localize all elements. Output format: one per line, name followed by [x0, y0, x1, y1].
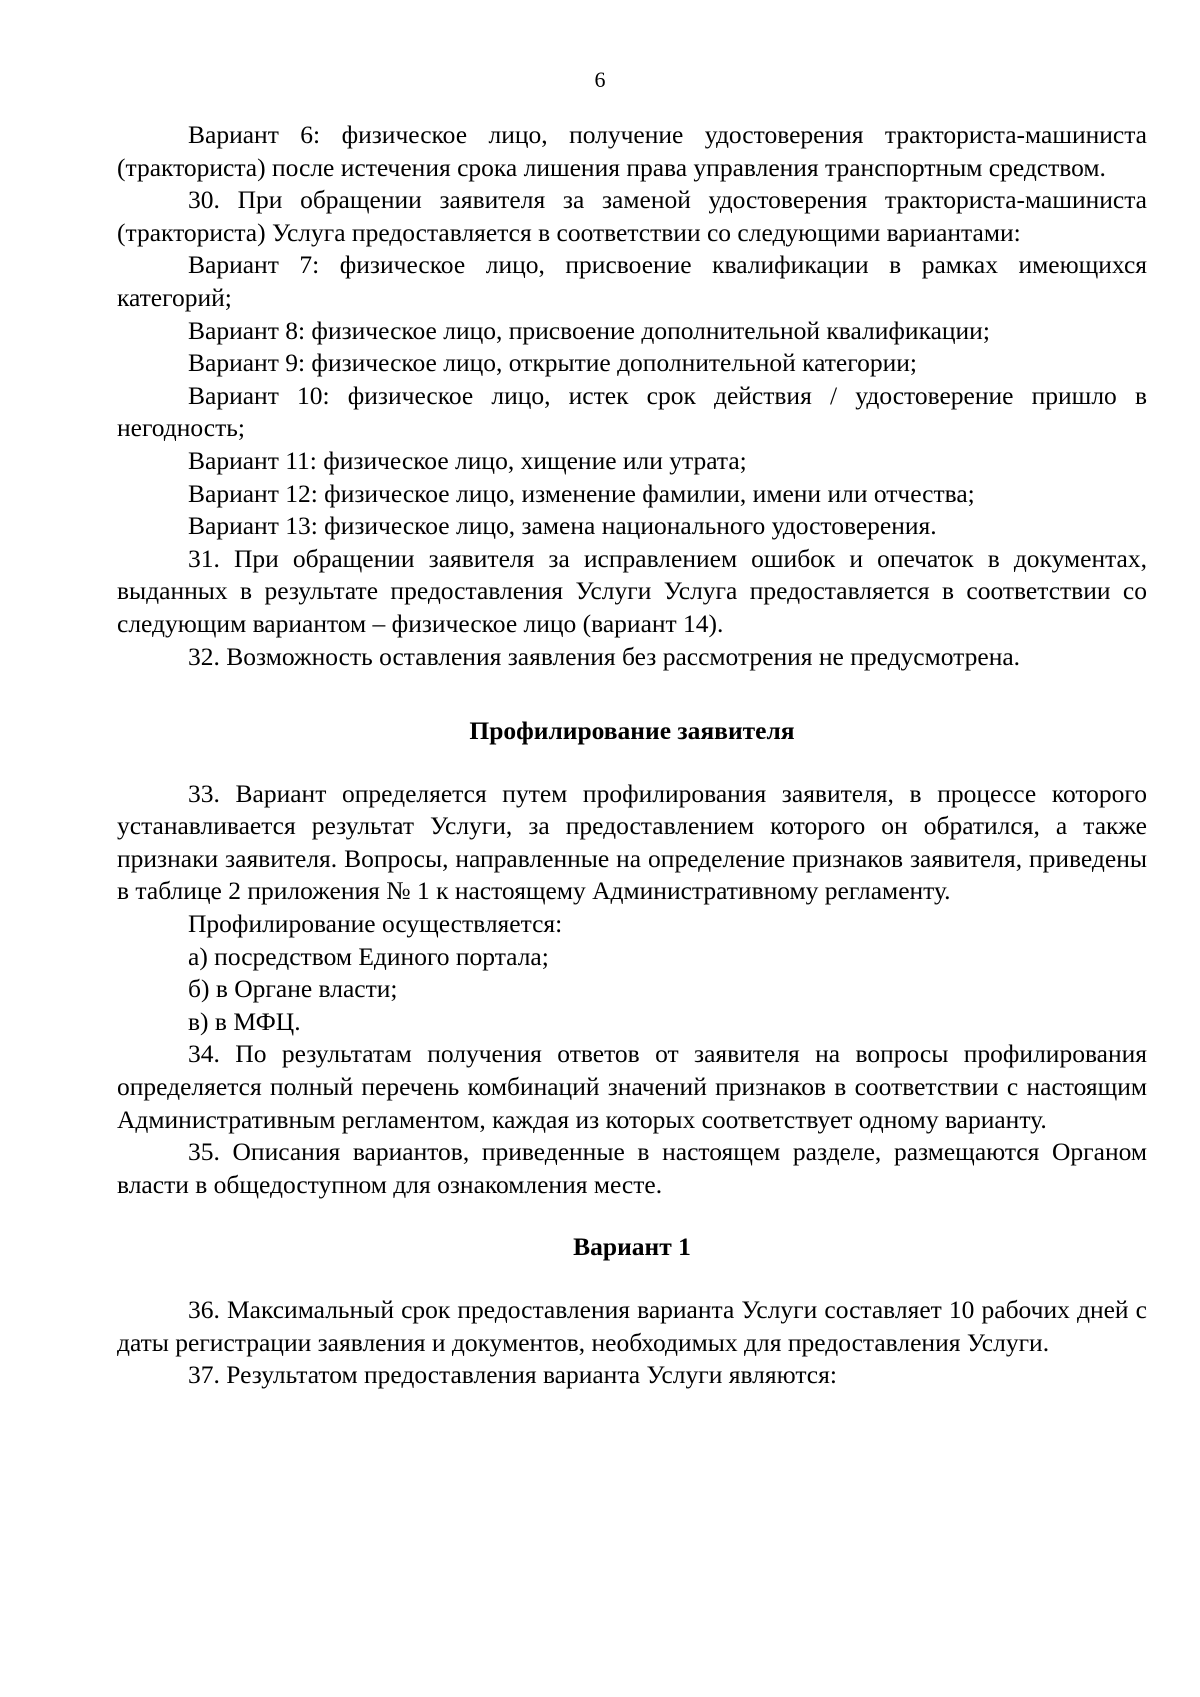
paragraph-variant-9: Вариант 9: физическое лицо, открытие дополнительной категории; [188, 348, 917, 378]
paragraph-33: 33. Вариант определяется путем профилирования заявителя, в процессе которого устанавливается результат Услуги, за предоставлением которого он обратился, а также признаки заявителя. Вопросы, направленные на определение признаков заявителя, приведены в таблице 2 приложения № 1 к настоящему Административному регламенту. [117, 778, 1147, 906]
paragraph-34: 34. По результатам получения ответов от заявителя на вопросы профилирования определяется полный перечень комбинаций значений признаков в соответствии с настоящим Административным регламентом, каждая из которых соответствует одному варианту. [117, 1039, 1147, 1134]
paragraph-variant-13: Вариант 13: физическое лицо, замена национального удостоверения. [188, 511, 937, 541]
paragraph-variant-8: Вариант 8: физическое лицо, присвоение дополнительной квалификации; [188, 315, 990, 345]
document-body [117, 119, 1147, 1392]
paragraph-37: 37. Результатом предоставления варианта Услуги являются: [188, 1360, 837, 1390]
paragraph-36: 36. Максимальный срок предоставления варианта Услуги составляет 10 рабочих дней с даты регистрации заявления и документов, необходимых для предоставления Услуги. [117, 1295, 1147, 1357]
paragraph-35: 35. Описания вариантов, приведенные в настоящем разделе, размещаются Органом власти в общедоступном для ознакомления месте. [117, 1137, 1147, 1199]
paragraph-32: 32. Возможность оставления заявления без рассмотрения не предусмотрена. [188, 641, 1021, 671]
page-number: 6 [594, 67, 606, 92]
paragraph-31: 31. При обращении заявителя за исправлением ошибок и опечаток в документах, выданных в результате предоставления Услуги Услуга предоставляется в соответствии со следующим вариантом – физическое лицо (вариант 14). [117, 543, 1147, 638]
list-item-b: б) в Органе власти; [188, 974, 398, 1004]
paragraph-variant-7: Вариант 7: физическое лицо, присвоение квалификации в рамках имеющихся категорий; [117, 250, 1147, 312]
paragraph-variant-11: Вариант 11: физическое лицо, хищение или утрата; [188, 445, 747, 475]
paragraph-variant-6: Вариант 6: физическое лицо, получение удостоверения тракториста-машиниста (тракториста) после истечения срока лишения права управления транспортным средством. [117, 120, 1147, 182]
list-item-a: а) посредством Единого портала; [188, 941, 549, 971]
list-item-c: в) в МФЦ. [188, 1006, 301, 1036]
paragraph-variant-12: Вариант 12: физическое лицо, изменение фамилии, имени или отчества; [188, 478, 975, 508]
paragraph-30: 30. При обращении заявителя за заменой удостоверения тракториста-машиниста (тракториста) Услуга предоставляется в соответствии со следующими вариантами: [117, 185, 1147, 247]
paragraph-variant-10: Вариант 10: физическое лицо, истек срок действия / удостоверение пришло в негодность; [117, 380, 1147, 443]
section-heading-profiling: Профилирование заявителя [469, 716, 795, 746]
section-heading-variant-1: Вариант 1 [573, 1232, 691, 1262]
paragraph-profiling-intro: Профилирование осуществляется: [188, 909, 563, 939]
